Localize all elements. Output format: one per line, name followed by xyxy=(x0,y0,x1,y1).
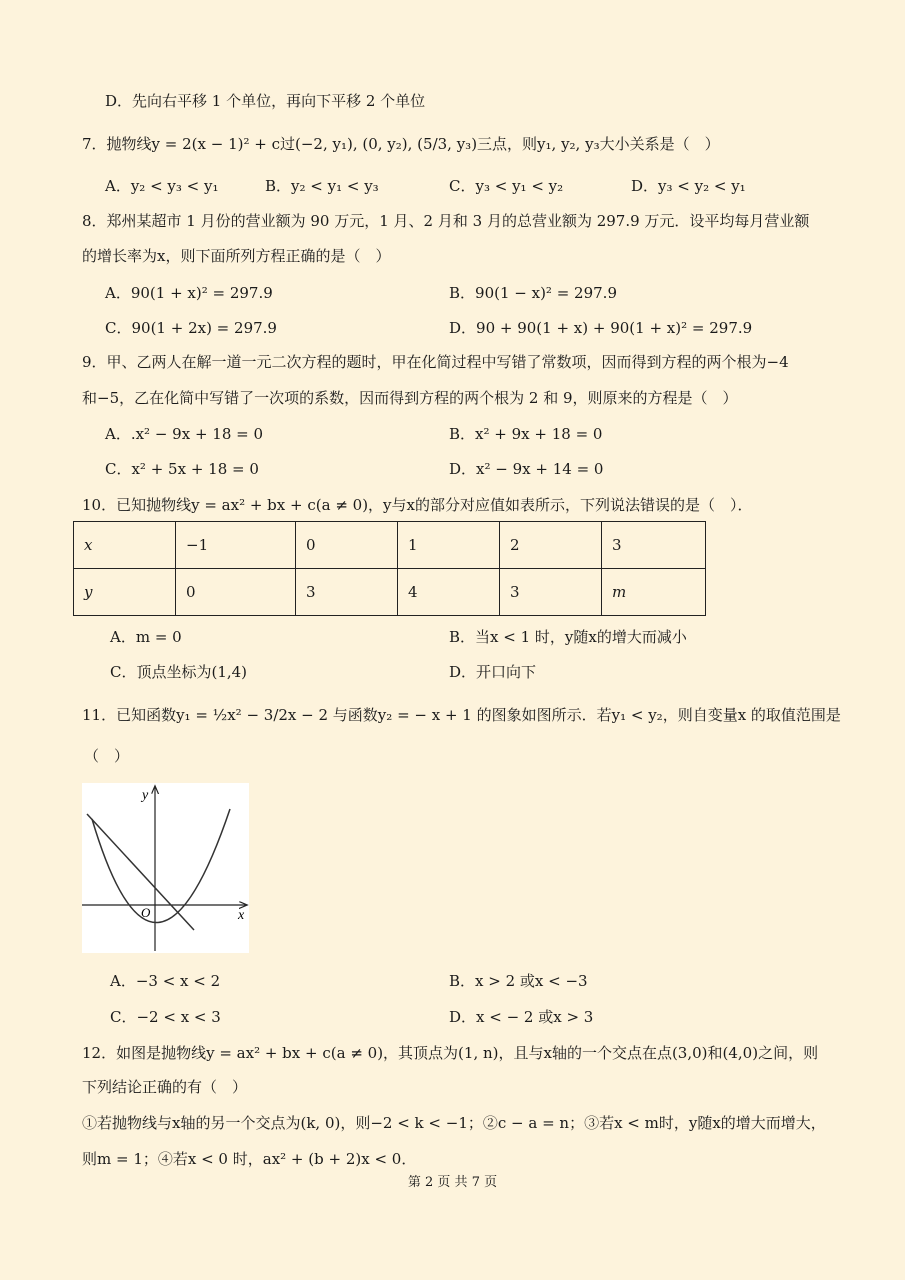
table-cell: 3 xyxy=(500,569,602,616)
q8-option-c: C．90(1 + 2x) = 297.9 xyxy=(105,319,277,337)
q9-option-b: B．x² + 9x + 18 = 0 xyxy=(449,425,603,443)
q12-stem-line1: 12．如图是抛物线y = ax² + bx + c(a ≠ 0)，其顶点为(1, n)，且与x轴的一个交点在点(3,0)和(4,0)之间，则 xyxy=(82,1044,819,1062)
q9-stem-line1: 9．甲、乙两人在解一道一元二次方程的题时，甲在化简过程中写错了常数项，因而得到方程的两个根为−4 xyxy=(82,353,789,371)
q11-option-d: D．x < − 2 或x > 3 xyxy=(449,1008,594,1026)
table-cell: 4 xyxy=(398,569,500,616)
q12-stem-line2: 下列结论正确的有（ ） xyxy=(82,1078,248,1096)
q8-stem-line2: 的增长率为x，则下面所列方程正确的是（ ） xyxy=(82,247,391,265)
q7-option-c: C．y₃ < y₁ < y₂ xyxy=(449,177,564,195)
table-cell: −1 xyxy=(176,522,296,569)
q7-option-b: B．y₂ < y₁ < y₃ xyxy=(265,177,379,195)
q10-option-b: B．当x < 1 时，y随x的增大而减小 xyxy=(449,628,687,646)
table-cell: 0 xyxy=(176,569,296,616)
table-cell: 3 xyxy=(602,522,706,569)
y-axis-label: y xyxy=(142,788,149,803)
q11-option-c: C．−2 < x < 3 xyxy=(110,1008,221,1026)
q9-option-c: C．x² + 5x + 18 = 0 xyxy=(105,460,259,478)
origin-label: O xyxy=(141,905,151,920)
q11-stem: 11．已知函数y₁ = ½x² − 3/2x − 2 与函数y₂ = − x + 1 的图象如图所示．若y₁ < y₂，则自变量x 的取值范围是 xyxy=(82,706,841,724)
q9-stem-line2: 和−5，乙在化简中写错了一次项的系数，因而得到方程的两个根为 2 和 9，则原来的方程是（ ） xyxy=(82,389,738,407)
table-cell: 3 xyxy=(296,569,398,616)
table-row xyxy=(74,522,706,569)
q7-stem: 7．抛物线y = 2(x − 1)² + c过(−2, y₁), (0, y₂), (5/3, y₃)三点，则y₁, y₂, y₃大小关系是（ ） xyxy=(82,135,720,153)
table-cell: 2 xyxy=(500,522,602,569)
table-cell: 0 xyxy=(296,522,398,569)
q8-option-d: D．90 + 90(1 + x) + 90(1 + x)² = 297.9 xyxy=(449,319,753,337)
table-cell: 1 xyxy=(398,522,500,569)
value-table xyxy=(73,521,706,616)
table-row xyxy=(74,569,706,616)
x-axis-label: x xyxy=(238,908,245,923)
q12-stem-line4: 则m = 1；④若x < 0 时，ax² + (b + 2)x < 0． xyxy=(82,1150,417,1168)
function-graph xyxy=(82,783,249,953)
q11-paren: （ ） xyxy=(84,747,130,765)
q8-stem-line1: 8．郑州某超市 1 月份的营业额为 90 万元，1 月、2 月和 3 月的总营业额为 297.9 万元．设平均每月营业额 xyxy=(82,212,810,230)
q8-option-b: B．90(1 − x)² = 297.9 xyxy=(449,284,617,302)
q10-option-a: A．m = 0 xyxy=(110,628,182,646)
page-footer: 第 2 页 共 7 页 xyxy=(407,1175,498,1190)
q10-option-c: C．顶点坐标为(1,4) xyxy=(110,663,248,681)
table-cell: y xyxy=(74,569,176,616)
q11-option-a: A．−3 < x < 2 xyxy=(110,972,221,990)
q11-option-b: B．x > 2 或x < −3 xyxy=(449,972,588,990)
q7-option-a: A．y₂ < y₃ < y₁ xyxy=(105,177,219,195)
table-cell: m xyxy=(602,569,706,616)
q7-option-d: D．y₃ < y₂ < y₁ xyxy=(631,177,746,195)
q9-option-d: D．x² − 9x + 14 = 0 xyxy=(449,460,604,478)
q12-stem-line3: ①若抛物线与x轴的另一个交点为(k, 0)，则−2 < k < −1；②c − a = n；③若x < m时，y随x的增大而增大， xyxy=(82,1114,826,1132)
table-cell: x xyxy=(74,522,176,569)
q10-option-d: D．开口向下 xyxy=(449,663,537,681)
q9-option-a: A．.x² − 9x + 18 = 0 xyxy=(105,425,264,443)
q10-stem: 10．已知抛物线y = ax² + bx + c(a ≠ 0)，y与x的部分对应值如表所示，下列说法错误的是（ ）． xyxy=(82,496,753,514)
q8-option-a: A．90(1 + x)² = 297.9 xyxy=(105,284,273,302)
q6-option-d: D．先向右平移 1 个单位，再向下平移 2 个单位 xyxy=(105,92,426,110)
